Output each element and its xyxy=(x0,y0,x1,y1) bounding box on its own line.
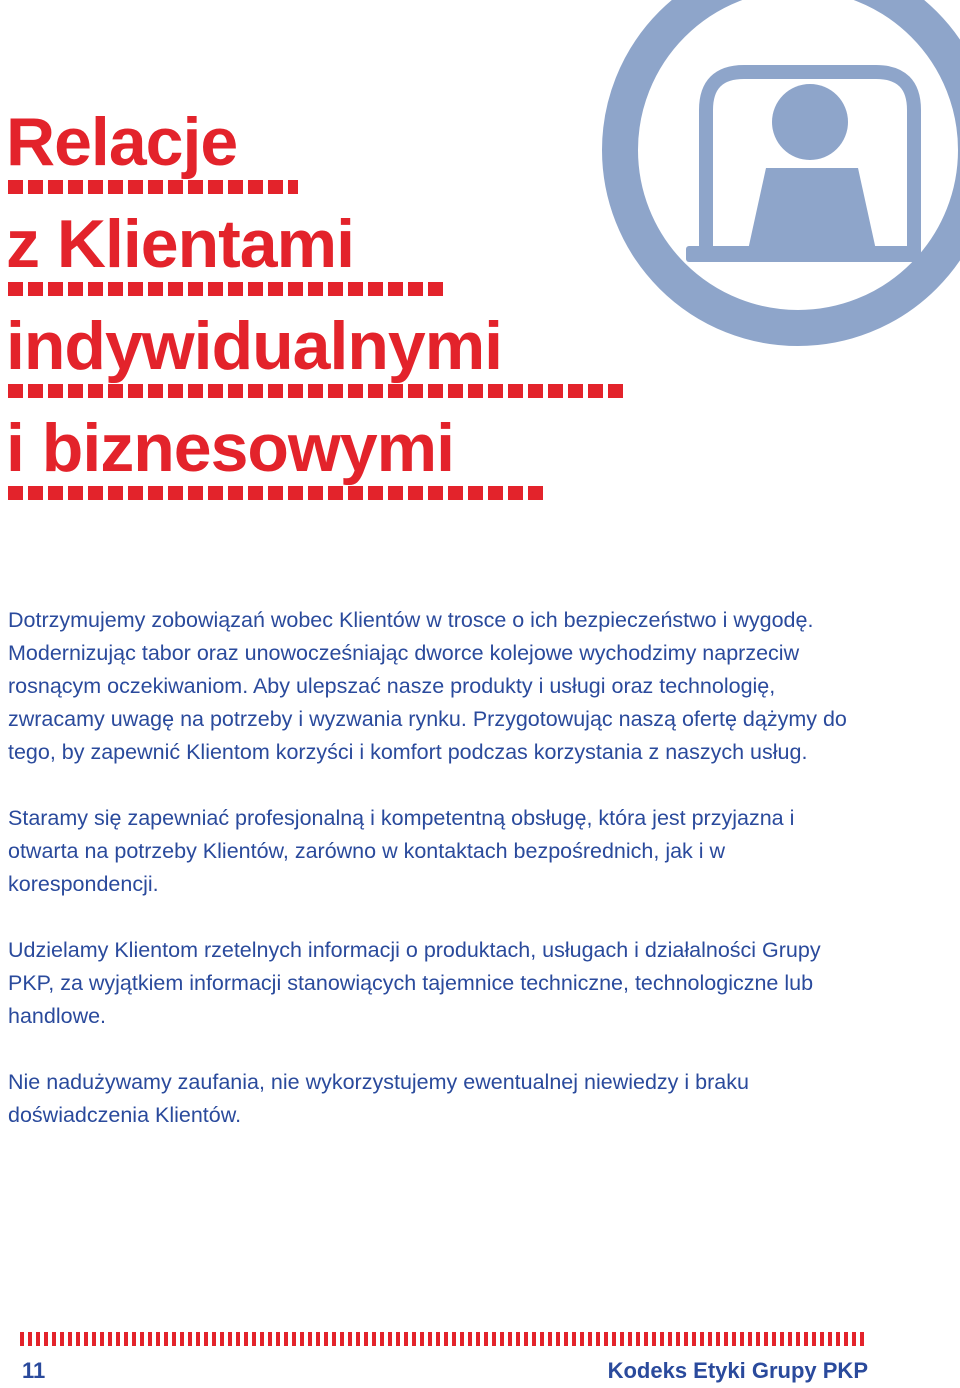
customer-service-window-icon xyxy=(600,0,960,350)
dashed-underline xyxy=(8,180,298,194)
footer-stripe xyxy=(20,1332,868,1346)
paragraph: Nie nadużywamy zaufania, nie wykorzystujemy ewentualnej niewiedzy i braku doświadczenia Klientów. xyxy=(8,1070,749,1127)
dashed-underline xyxy=(8,486,548,500)
heading-line: z Klientami xyxy=(6,206,354,282)
heading-line: Relacje xyxy=(6,104,238,180)
page-number: 11 xyxy=(22,1358,46,1383)
body-text xyxy=(8,604,848,1165)
document-title: Kodeks Etyki Grupy PKP xyxy=(607,1358,868,1383)
paragraph: Udzielamy Klientom rzetelnych informacji o produktach, usługach i działalności Grupy PKP, za wyjątkiem informacji stanowiących tajemnice techniczne, technologiczne lub handlowe. xyxy=(8,938,821,1028)
paragraph: Dotrzymujemy zobowiązań wobec Klientów w trosce o ich bezpieczeństwo i wygodę. Modernizując tabor oraz unowocześniając dworce kolejowe wychodzimy naprzeciw rosnącym oczekiwaniom. Aby ulepszać nasze produkty i usługi oraz technologię, zwracamy uwagę na potrzeby i wyzwania rynku. Przygotowując naszą ofertę dążymy do tego, by zapewnić Klientom korzyści i komfort podczas korzystania z naszych usług. xyxy=(8,608,847,764)
heading-line: i biznesowymi xyxy=(6,410,454,486)
dashed-underline xyxy=(8,384,623,398)
page-heading xyxy=(6,104,503,516)
paragraph: Staramy się zapewniać profesjonalną i kompetentną obsługę, która jest przyjazna i otwarta na potrzeby Klientów, zarówno w kontaktach bezpośrednich, jak i w korespondencji. xyxy=(8,806,795,896)
heading-line: indywidualnymi xyxy=(6,308,503,384)
dashed-underline xyxy=(8,282,448,296)
